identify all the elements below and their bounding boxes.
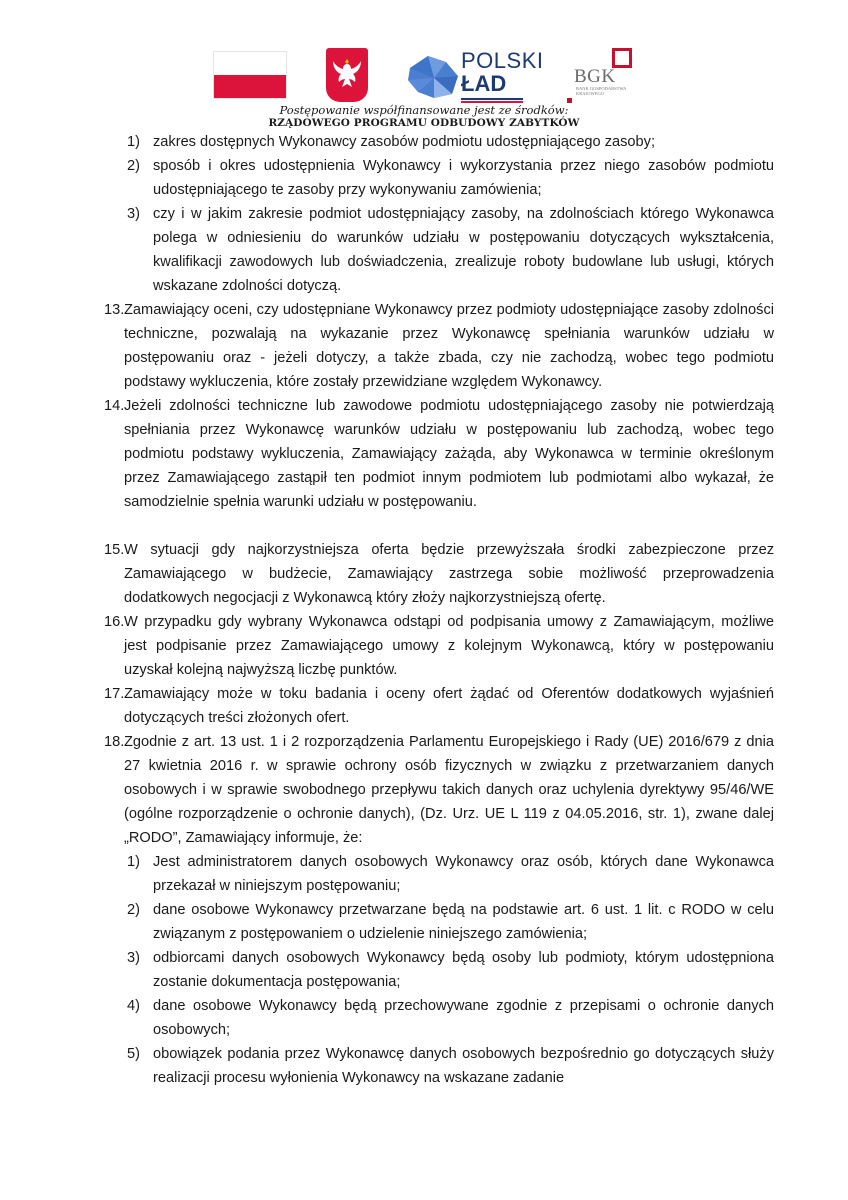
list-item: 2) sposób i okres udostępnienia Wykonawcy i wykorzystania przez niego zasobów podmiotu udostępniającego te zasoby przy wykonywaniu zamówienia;	[127, 158, 774, 198]
funding-notice	[0, 103, 848, 130]
list-item: 4) dane osobowe Wykonawcy będą przechowywane zgodnie z przepisami o ochronie danych osobowych;	[127, 998, 774, 1038]
list-item: 18. Zgodnie z art. 13 ust. 1 i 2 rozporządzenia Parlamentu Europejskiego i Rady (UE) 2016/679 z dnia 27 kwietnia 2016 r. w sprawie ochrony osób fizycznych w związku z przetwarzaniem danych osobowych i w sprawie swobodnego przepływu takich danych oraz uchylenia dyrektywy 95/46/WE (ogólne rozporządzenie o ochronie danych), (Dz. Urz. UE L 119 z 04.05.2016, str. 1), zwane dalej „RODO”, Zamawiający informuje, że:	[104, 734, 774, 846]
list-item: 1) zakres dostępnych Wykonawcy zasobów podmiotu udostępniającego zasoby;	[127, 134, 656, 150]
list-item: 17. Zamawiający może w toku badania i oceny ofert żądać od Oferentów dodatkowych wyjaśnień dotyczących treści złożonych ofert.	[104, 686, 774, 726]
polski-lad-mark-icon	[406, 54, 460, 100]
list-item: 13. Zamawiający oceni, czy udostępniane Wykonawcy przez podmioty udostępniające zasoby zdolności techniczne, pozwalają na wykazanie przez Wykonawcę spełniania warunków udziału w postępowaniu oraz - jeżeli dotyczy, a także zbada, czy nie zachodzą, wobec tego podmiotu podstawy wykluczenia, które zostały przewidziane względem Wykonawcy.	[104, 302, 774, 390]
list-item: 16. W przypadku gdy wybrany Wykonawca odstąpi od podpisania umowy z Zamawiającym, możliwe jest podpisanie przez Zamawiającego umowy z kolejnym Wykonawcą, który w postępowaniu uzyskał kolejną najwyższą liczbę punktów.	[104, 614, 774, 678]
list-item: 3) odbiorcami danych osobowych Wykonawcy będą osoby lub podmioty, którym udostępniona zostanie dokumentacja postępowania;	[127, 950, 774, 990]
list-item: 5) obowiązek podania przez Wykonawcę danych osobowych bezpośrednio go dotyczących służy realizacji procesu wyłonienia Wykonawcy na wskazane zadanie	[127, 1046, 774, 1086]
bgk-subtitle: BANK GOSPODARSTWA KRAJOWEGO	[576, 86, 627, 96]
polish-flag-icon	[213, 51, 287, 99]
logo-bar	[0, 48, 848, 104]
list-item: 3) czy i w jakim zakresie podmiot udostępniający zasoby, na zdolnościach którego Wykonawca polega w odniesieniu do warunków udziału w postępowaniu dotyczących wykształcenia, kwalifikacji zawodowych lub doświadczenia, zrealizuje roboty budowlane lub usługi, których wskazane zdolności dotyczą.	[127, 206, 774, 294]
funding-line-2: RZĄDOWEGO PROGRAMU ODBUDOWY ZABYTKÓW	[268, 117, 580, 129]
bgk-name: BGK	[574, 66, 616, 87]
list-item: 14. Jeżeli zdolności techniczne lub zawodowe podmiotu udostępniającego zasoby nie potwierdzają spełniania przez Wykonawcę warunków udziału w postępowaniu lub zachodzą, wobec tego podmiotu podstawy wykluczenia, Zamawiający zażąda, aby Wykonawca w terminie określonym przez Zamawiającego zastąpił ten podmiot innym podmiotem lub podmiotami albo wykazał, że samodzielnie spełnia warunki udziału w postępowaniu.	[104, 398, 774, 510]
funding-line-1: Postępowanie współfinansowane jest ze środków:	[279, 103, 569, 117]
bgk-logo	[566, 48, 656, 104]
bgk-square-icon	[612, 48, 632, 68]
list-item: 15. W sytuacji gdy najkorzystniejsza oferta będzie przewyższała środki zabezpieczone przez Zamawiającego w budżecie, Zamawiający zastrzega sobie możliwość przeprowadzenia dodatkowych negocjacji z Wykonawcą który złoży najkorzystniejszą ofertę.	[104, 542, 774, 606]
polski-lad-logo	[461, 50, 543, 104]
list-item: 2) dane osobowe Wykonawcy przetwarzane będą na podstawie art. 6 ust. 1 lit. c RODO w celu związanym z postępowaniem o udzielenie niniejszego zamówienia;	[127, 902, 774, 942]
polski-lad-line2: ŁAD	[461, 71, 507, 96]
polish-eagle-emblem-icon	[326, 48, 368, 102]
list-item: 1) Jest administratorem danych osobowych Wykonawcy oraz osób, których dane Wykonawca przekazał w niniejszym postępowaniu;	[127, 854, 774, 894]
polski-lad-line1: POLSKI	[461, 48, 544, 73]
page-header	[0, 0, 848, 128]
